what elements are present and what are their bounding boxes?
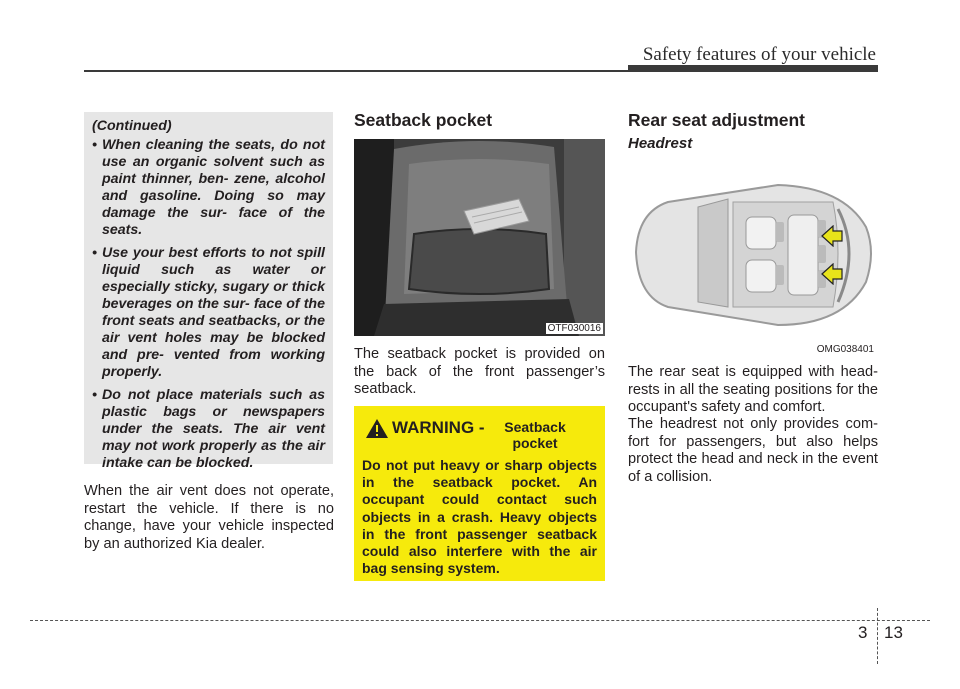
headrest-paragraph-2: The headrest not only provides com- fort for passengers, but also helps protect the head and neck in the event of a collision. [628, 416, 878, 485]
continued-caution-box [84, 112, 333, 471]
seatback-illustration [354, 139, 605, 336]
warning-box [354, 406, 605, 581]
headrest-paragraph-1: The rear seat is equipped with head- rests in all the seating positions for the occupant's safety and comfort. [628, 364, 878, 415]
arrow-icon [820, 263, 844, 285]
header-rule-accent [628, 65, 878, 72]
image-code-label: OMG038401 [816, 344, 874, 355]
caution-item: • When cleaning the seats, do not use an organic solvent such as paint thinner, ben- zene, alcohol and gasoline. Doing so may damage the sur- face of the seats. [92, 137, 325, 238]
caution-list [92, 137, 325, 472]
air-vent-paragraph: When the air vent does not operate, restart the vehicle. If there is no change, have your vehicle inspected by an authorized Kia dealer. [84, 483, 334, 552]
image-code-label: OTF030016 [547, 323, 601, 334]
page-number: 13 [884, 623, 903, 642]
footer-divider [30, 620, 930, 621]
warning-triangle-icon [365, 418, 389, 439]
header-title: Safety features of your vehicle [642, 44, 876, 65]
caution-item: • Use your best efforts to not spill liquid such as water or especially sticky, sugary or thick beverages on the sur- face of the front seats and seatbacks, or the air vent holes may be blocked and pre- vented from working properly. [92, 245, 325, 380]
continued-label: (Continued) [92, 118, 172, 134]
headrest-subtitle: Headrest [628, 135, 693, 152]
headrest-diagram-image [628, 157, 878, 357]
warning-text: Do not put heavy or sharp objects in the seatback pocket. An occupant could contact such objects in a crash. Heavy objects in the front passenger seatback could also interfere with the air bag sensing system. [362, 457, 597, 577]
seatback-pocket-title: Seatback pocket [354, 110, 493, 130]
rear-seat-adjustment-title: Rear seat adjustment [628, 110, 806, 130]
car-top-view-illustration [628, 157, 878, 357]
caution-item: • Do not place materials such as plastic bags or newspapers under the seats. The air vent may not work properly as the air intake can be blocked. [92, 387, 325, 471]
seatback-pocket-image [354, 139, 605, 336]
warning-subject: Seatback pocket [504, 419, 566, 451]
warning-label: WARNING - [392, 418, 485, 437]
seatback-pocket-paragraph: The seatback pocket is provided on the back of the front passenger’s seatback. [354, 346, 605, 397]
chapter-number: 3 [858, 623, 868, 642]
arrow-icon [820, 225, 844, 247]
footer-page-divider [877, 608, 878, 664]
